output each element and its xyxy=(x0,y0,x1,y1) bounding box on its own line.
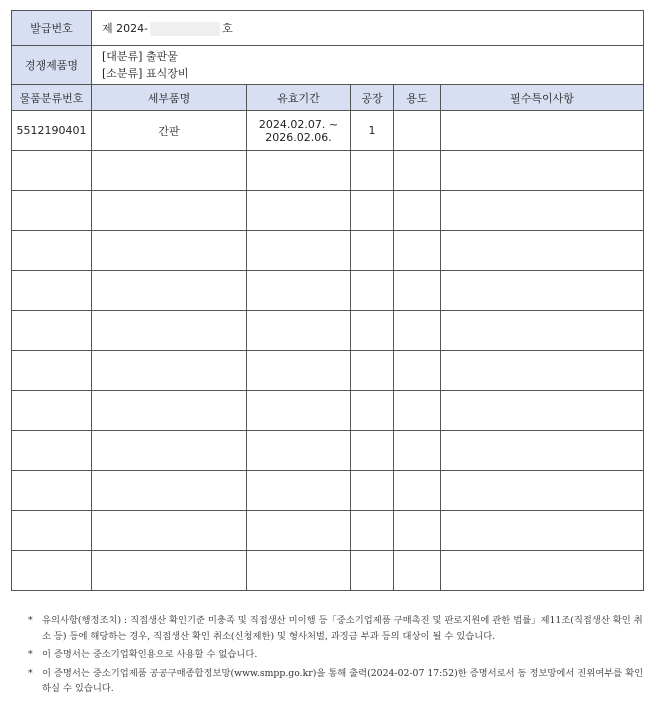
product-table-header xyxy=(12,85,644,111)
factory-cell: 1 xyxy=(351,111,394,151)
table-row xyxy=(12,111,644,151)
col-item-name: 세부품명 xyxy=(92,85,247,111)
product-category-value xyxy=(92,46,644,85)
table-row xyxy=(12,191,644,231)
product-category-label: 경쟁제품명 xyxy=(12,46,92,85)
note-marker: * xyxy=(28,649,33,660)
table-row xyxy=(12,231,644,271)
table-row xyxy=(12,391,644,431)
table-row xyxy=(12,311,644,351)
note-verification xyxy=(28,666,648,697)
note-text: 유의사항(행정조치) : 직접생산 확인기준 미충족 및 직접생산 미이행 등「중소기업제품 구매촉진 및 판로지원에 관한 법률」제11조(직접생산 확인 취소 등) 등에 해당하는 경우, 직접생산 확인 취소(신청제한) 및 형사처벌, 과징금 부과 등의 대상이 될 수 있습니다. xyxy=(42,615,643,642)
col-usage: 용도 xyxy=(394,85,441,111)
item-name-cell: 간판 xyxy=(92,111,247,151)
validity-end: 2026.02.06. xyxy=(265,130,332,144)
table-row xyxy=(12,431,644,471)
product-category-row xyxy=(12,46,644,85)
usage-cell xyxy=(394,111,441,151)
issue-number-value xyxy=(92,11,644,46)
classification-number-cell: 5512190401 xyxy=(12,111,92,151)
table-row xyxy=(12,551,644,591)
validity-start: 2024.02.07. ~ xyxy=(258,117,339,131)
note-text: 이 증명서는 중소기업제품 공공구매종합정보망(www.smpp.go.kr)을 통해 출력(2024-02-07 17:52)한 증명서로서 동 정보망에서 진위여부를 확인하실 수 있습니다. xyxy=(42,667,644,694)
table-row xyxy=(12,351,644,391)
validity-period-cell xyxy=(247,111,351,151)
issue-number-label: 발급번호 xyxy=(12,11,92,46)
redacted-issue-number xyxy=(150,22,220,36)
col-special-notes: 필수특이사항 xyxy=(441,85,644,111)
note-marker: * xyxy=(28,615,33,626)
certificate-document xyxy=(11,10,643,591)
issue-number-suffix: 호 xyxy=(222,22,233,35)
note-text: 이 증명서는 중소기업확인용으로 사용할 수 없습니다. xyxy=(42,649,258,660)
note-administrative-action xyxy=(28,613,648,644)
table-row xyxy=(12,471,644,511)
note-usage-restriction xyxy=(28,647,648,663)
table-row xyxy=(12,271,644,311)
notice-section xyxy=(28,613,648,700)
info-table xyxy=(11,10,644,85)
issue-number-prefix: 제 2024- xyxy=(102,22,149,35)
major-category: [대분류] 출판물 xyxy=(102,50,178,63)
col-validity-period: 유효기간 xyxy=(247,85,351,111)
issue-number-row xyxy=(12,11,644,46)
product-table xyxy=(11,84,644,591)
special-notes-cell xyxy=(441,111,644,151)
table-row xyxy=(12,511,644,551)
table-row xyxy=(12,151,644,191)
col-classification-number: 물품분류번호 xyxy=(12,85,92,111)
minor-category: [소분류] 표식장비 xyxy=(102,67,189,80)
note-marker: * xyxy=(28,667,33,679)
col-factory: 공장 xyxy=(351,85,394,111)
